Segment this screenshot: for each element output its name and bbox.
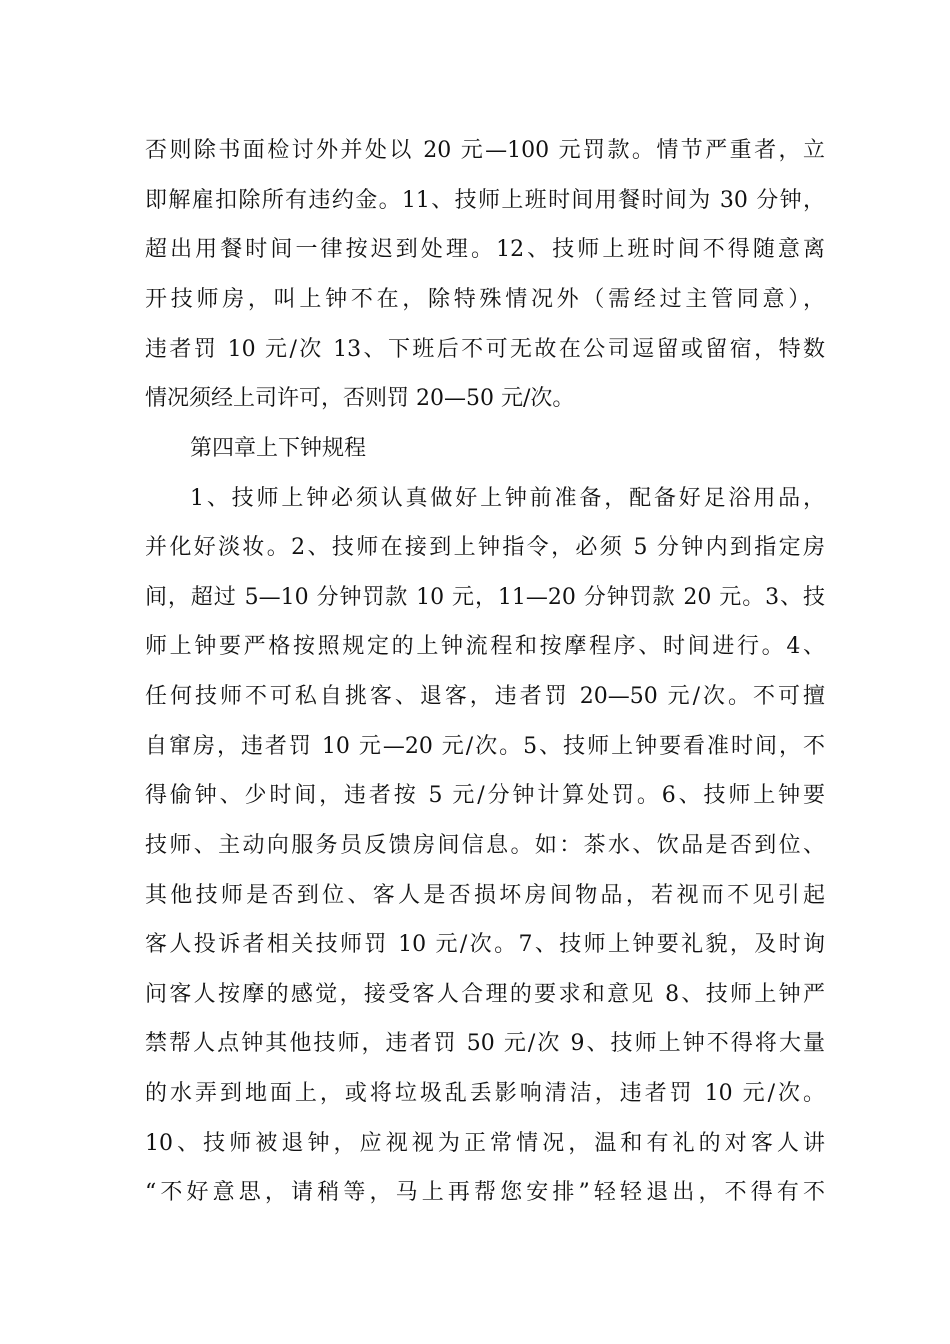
paragraph-1-line-5: 违者罚 10 元/次 13、下班后不可无故在公司逗留或留宿，特数 — [145, 337, 825, 362]
paragraph-2-line-5: 任何技师不可私自挑客、退客，违者罚 20—50 元/次。不可擅 — [145, 684, 825, 709]
chapter-heading: 第四章上下钟规程 — [190, 436, 367, 461]
paragraph-2-line-2: 并化好淡妆。2、技师在接到上钟指令，必须 5 分钟内到指定房 — [145, 535, 825, 560]
paragraph-1-line-2: 即解雇扣除所有违约金。11、技师上班时间用餐时间为 30 分钟， — [145, 188, 825, 213]
paragraph-2-line-7: 得偷钟、少时间，违者按 5 元/分钟计算处罚。6、技师上钟要 — [145, 783, 825, 808]
paragraph-2-line-14: 10、技师被退钟，应视视为正常情况，温和有礼的对客人讲 — [145, 1131, 825, 1156]
paragraph-1-line-4: 开技师房，叫上钟不在，除特殊情况外（需经过主管同意）， — [145, 287, 825, 312]
paragraph-2-line-10: 客人投诉者相关技师罚 10 元/次。7、技师上钟要礼貌，及时询 — [145, 932, 825, 957]
paragraph-2-line-4: 师上钟要严格按照规定的上钟流程和按摩程序、时间进行。4、 — [145, 634, 825, 659]
paragraph-1-line-3: 超出用餐时间一律按迟到处理。12、技师上班时间不得随意离 — [145, 237, 825, 262]
paragraph-2-line-3: 间，超过 5—10 分钟罚款 10 元，11—20 分钟罚款 20 元。3、技 — [145, 585, 825, 610]
paragraph-2-line-9: 其他技师是否到位、客人是否损坏房间物品，若视而不见引起 — [145, 883, 825, 908]
paragraph-1-line-6: 情况须经上司许可，否则罚 20—50 元/次。 — [145, 386, 575, 411]
paragraph-2-line-11: 问客人按摩的感觉，接受客人合理的要求和意见 8、技师上钟严 — [145, 982, 825, 1007]
paragraph-2-line-1: 1、技师上钟必须认真做好上钟前准备，配备好足浴用品， — [190, 486, 825, 511]
paragraph-1-line-1: 否则除书面检讨外并处以 20 元—100 元罚款。情节严重者，立 — [145, 138, 825, 163]
paragraph-2-line-13: 的水弄到地面上，或将垃圾乱丢影响清洁，违者罚 10 元/次。 — [145, 1081, 825, 1106]
paragraph-2-line-15: “不好意思，请稍等，马上再帮您安排”轻轻退出，不得有不 — [145, 1180, 825, 1205]
paragraph-2-line-6: 自窜房，违者罚 10 元—20 元/次。5、技师上钟要看准时间，不 — [145, 734, 825, 759]
paragraph-2-line-8: 技师、主动向服务员反馈房间信息。如：茶水、饮品是否到位、 — [145, 833, 825, 858]
paragraph-2-line-12: 禁帮人点钟其他技师，违者罚 50 元/次 9、技师上钟不得将大量 — [145, 1031, 825, 1056]
